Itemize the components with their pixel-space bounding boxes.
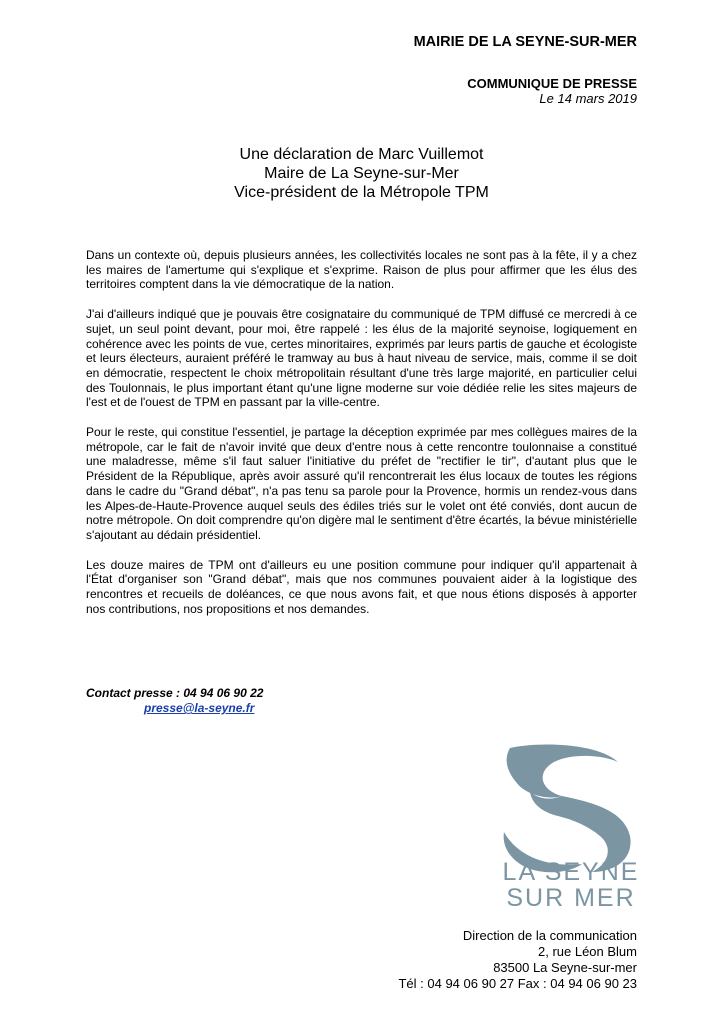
address-line-1: Direction de la communication xyxy=(462,928,637,943)
paragraph-2: J'ai d'ailleurs indiqué que je pouvais être cosignataire du communiqué de TPM diffusé ce mercredi à ce sujet, un seul point devant, pour moi, être rappelé : les élus de la majorité seynoise, logiquement en cohérence avec les points de vue, certes minoritaires, exprimés par leurs partis de gauche et écologiste et leurs électeurs, auraient préféré le tramway au bus à haut niveau de service, mais, comme il se doit en démocratie, respectent le choix métropolitain résultant d'une très large majorité, en particulier celui des Toulonnais, le plus important étant qu'une ligne moderne sur voie dédiée relie les sites majeurs de l'est et de l'ouest de TPM en passant par la ville-centre. xyxy=(86,307,637,410)
logo-text-line-2: SUR MER xyxy=(506,884,636,910)
statement-body xyxy=(86,248,637,631)
logo-s-top-shape xyxy=(507,745,618,798)
organization-name: MAIRIE DE LA SEYNE-SUR-MER xyxy=(413,34,637,50)
address-line-3: 83500 La Seyne-sur-mer xyxy=(493,960,637,975)
paragraph-3: Pour le reste, qui constitue l'essentiel, je partage la déception exprimée par mes collègues maires de la métropole, car le fait de n'avoir invité que deux d'entre nous à cette rencontre toulonnaise a constitué une maladresse, même s'il faut saluer l'initiative du préfet de "rectifier le tir", d'autant plus que le Président de la République, après avoir assuré qu'il rencontrerait les élus locaux de toutes les régions dans le cadre du "Grand débat", n'a pas tenu sa parole pour la Provence, hormis un rendez-vous dans les Alpes-de-Haute-Provence auquel seuls des édiles triés sur le volet ont été conviés, dont aucun de notre métropole. On doit comprendre qu'on digère mal le sentiment d'être écartés, la bévue ministérielle s'ajoutant au dédain présidentiel. xyxy=(86,425,637,542)
address-line-2: 2, rue Léon Blum xyxy=(537,944,637,959)
press-contact: Contact presse : 04 94 06 90 22 xyxy=(86,686,264,700)
logo-text-line-1: LA SEYNE xyxy=(502,858,640,886)
statement-title xyxy=(0,145,723,202)
title-line-2: Maire de La Seyne-sur-Mer xyxy=(264,165,459,182)
document-type: COMMUNIQUE DE PRESSE xyxy=(467,76,637,91)
press-email-link[interactable]: presse@la-seyne.fr xyxy=(144,701,255,715)
communication-address xyxy=(398,928,637,992)
title-line-1: Une déclaration de Marc Vuillemot xyxy=(239,146,484,163)
document-date: Le 14 mars 2019 xyxy=(539,91,637,106)
paragraph-1: Dans un contexte où, depuis plusieurs années, les collectivités locales ne sont pas à la fête, il y a chez les maires de l'amertume qui s'explique et s'exprime. Raison de plus pour affirmer que les élus des territoires comptent dans la vie démocratique de la nation. xyxy=(86,248,637,292)
la-seyne-logo xyxy=(496,740,646,910)
paragraph-4: Les douze maires de TPM ont d'ailleurs eu une position commune pour indiquer qu'il appartenait à l'État d'organiser son "Grand débat", mais que nos communes pouvaient aider à la logistique des rencontres et recueils de doléances, ce que nous avons fait, et que nous étions disposés à apporter nos contributions, nos propositions et nos demandes. xyxy=(86,557,637,616)
address-line-4: Tél : 04 94 06 90 27 Fax : 04 94 06 90 23 xyxy=(398,976,637,991)
title-line-3: Vice-président de la Métropole TPM xyxy=(234,184,489,201)
